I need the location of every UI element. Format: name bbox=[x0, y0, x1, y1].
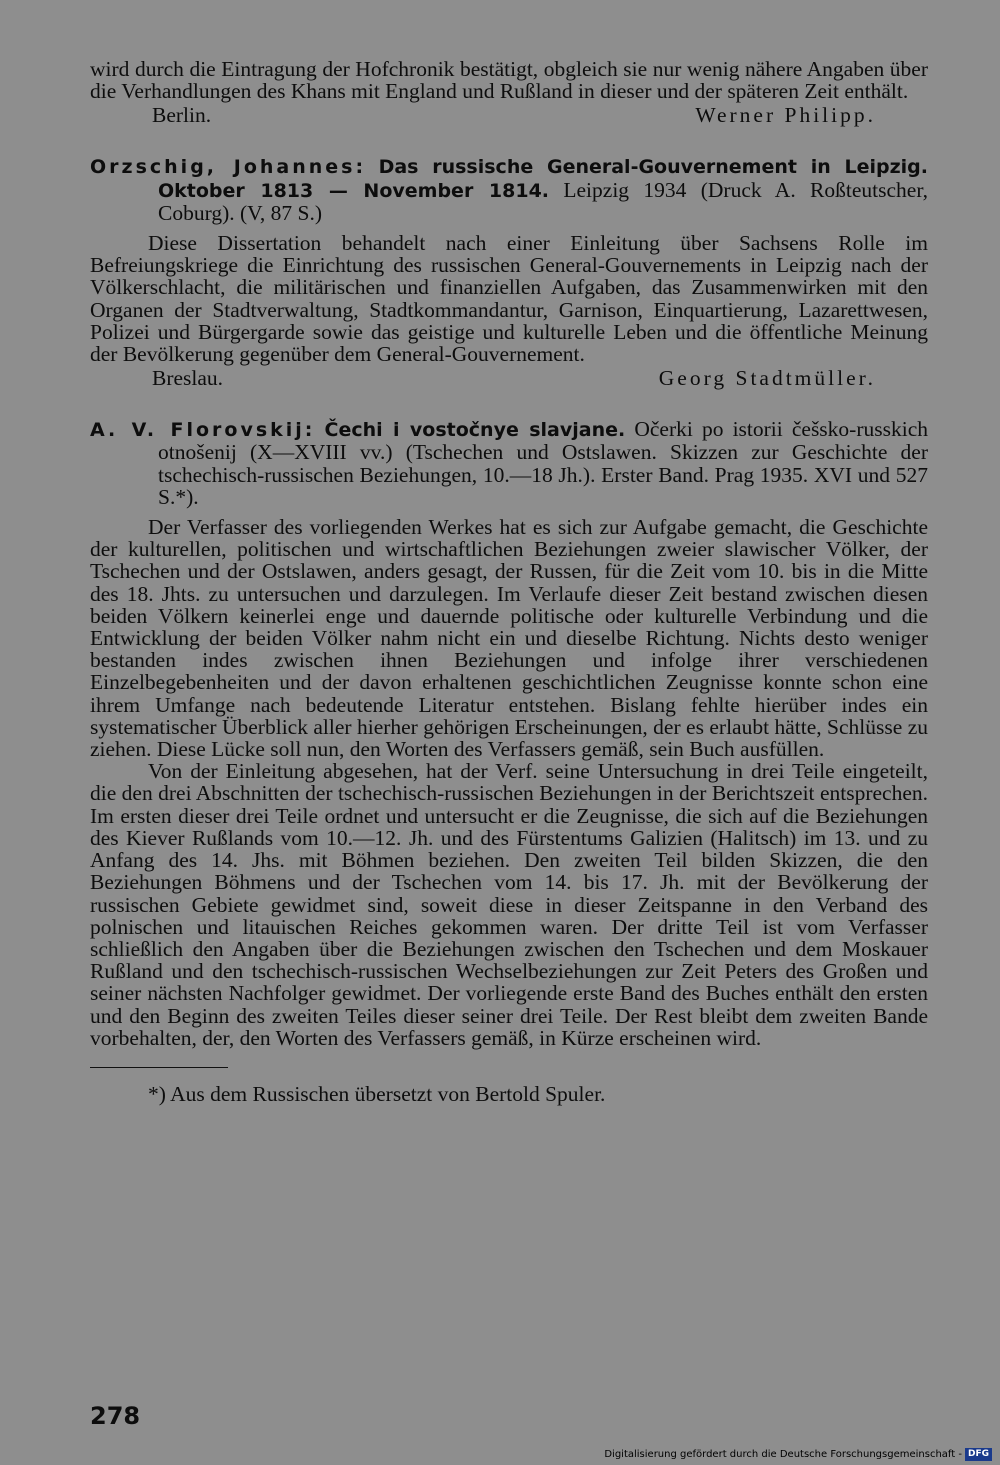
review1-place: Berlin. bbox=[152, 103, 212, 128]
review2-body: Diese Dissertation behandelt nach einer Einleitung über Sachsens Rolle im Befreiungskriege die Einrichtung des russischen General-Gouvernements in Leipzig nach der Völkerschlacht, die militärischen und finanziellen Aufgaben, das Zusammenwirken mit den Organen der Stadtverwaltung, Stadtkommandantur, Garnison, Einquartierung, Lazarettwesen, Polizei und Bürgergarde sowie das geistige und kulturelle Leben und die öffentliche Meinung der Bevölkerung gegenüber dem General-Gouvernement. bbox=[90, 231, 928, 367]
review1-reviewer: Werner Philipp. bbox=[695, 103, 876, 128]
dfg-credit bbox=[604, 1448, 992, 1461]
dfg-logo-icon: DFG bbox=[965, 1448, 992, 1461]
review2-signature bbox=[152, 367, 876, 390]
review3-paragraph-2: Von der Einleitung abgesehen, hat der Verf. seine Untersuchung in drei Teile eingeteilt, die den drei Abschnitten der tschechisch-russischen Beziehungen in der Berichtszeit entsprechen. Im ersten dieser drei Teile ordnet und untersucht er die Zeugnisse, die sich auf die Beziehungen des Kiever Rußlands vom 10.—12. Jh. und des Fürstentums Galizien (Halitsch) im 13. und zu Anfang des 14. Jhs. mit Böhmen beziehen. Den zweiten Teil bilden Skizzen, die den Beziehungen Böhmens und der Tschechen vom 14. bis 17. Jh. mit der Bevölkerung der russischen Gebiete gewidmet sind, soweit diese in dieser Zeitspanne in den Verband des polnischen und litauischen Reiches gekommen waren. Der dritte Teil ist vom Verfasser schließlich den Angaben über die Beziehungen zwischen den Tschechen und dem Moskauer Rußland und den tschechisch-russischen Wechselbeziehungen zur Zeit Peters des Großen und seiner nächsten Nachfolger gewidmet. Der vorliegende erste Band des Buches enthält den ersten und den Beginn des zweiten Teiles dieser seiner drei Teile. Der Rest bleibt dem zweiten Bande vorbehalten, der, den Worten des Verfassers gemäß, in Kürze erscheinen wird. bbox=[90, 759, 928, 1050]
review1-text: wird durch die Eintragung der Hofchronik bestätigt, obgleich sie nur wenig nähere Angaben über die Verhandlungen des Khans mit England und Rußland in dieser und der späteren Zeit enthält. bbox=[90, 57, 928, 104]
dfg-credit-text: Digitalisierung gefördert durch die Deutsche Forschungsgemeinschaft - bbox=[604, 1449, 962, 1460]
review3-publication: Očerki po istorii češsko-russkich otnošenij (X—XVIII vv.) (Tschechen und Ostslawen. Skizzen zur Geschichte der tschechisch-russischen Beziehungen, 10.—18 Jh.). Erster Band. Prag 1935. XVI und 527 S.*). bbox=[158, 417, 928, 509]
review3-title: Čechi i vostočnye slavjane. bbox=[324, 419, 626, 442]
review3-paragraph-1: Der Verfasser des vorliegenden Werkes hat es sich zur Aufgabe gemacht, die Geschichte der kulturellen, politischen und wirtschaftlichen Beziehungen zweier slawischer Völker, der Tschechen und der Ostslawen, anders gesagt, der Russen, für die Zeit vom 10. bis in die Mitte des 18. Jhts. zu untersuchen und darzulegen. Im Verlaufe dieser Zeit bestand zwischen diesen beiden Völkern keinerlei enge und dauernde politische oder kulturelle Verbindung und die Entwicklung der beiden Völker nahm nicht ein und dieselbe Richtung. Nichts desto weniger bestanden indes zwischen ihnen Beziehungen und infolge ihrer verschiedenen Einzelbegebenheiten und der davon erhaltenen geschichtlichen Zeugnisse konnte schon eine ihrem Umfange nach bedeutende Literatur entstehen. Bislang fehlte hierüber indes ein systematischer Überblick aller hierher gehörigen Erscheinungen, der es erlaubt hätte, Schlüsse zu ziehen. Diese Lücke soll nun, den Worten des Verfassers gemäß, sein Buch ausfüllen. bbox=[90, 515, 928, 762]
review2-author: Orzschig, Johannes: bbox=[90, 156, 367, 179]
review2-place: Breslau. bbox=[152, 366, 224, 391]
review3-heading bbox=[90, 418, 928, 508]
footnote: *) Aus dem Russischen übersetzt von Bertold Spuler. bbox=[148, 1081, 606, 1106]
page-number: 278 bbox=[90, 1402, 141, 1430]
review2-reviewer: Georg Stadtmüller. bbox=[658, 366, 876, 391]
footnote-rule bbox=[90, 1067, 228, 1068]
review1-signature bbox=[152, 104, 876, 127]
review2-title: Das russische General-Gouvernement in Leipzig. Oktober 1813 — November 1814. bbox=[158, 156, 928, 202]
review2-publication: Leipzig 1934 (Druck A. Roßteutscher, Coburg). (V, 87 S.) bbox=[158, 177, 929, 225]
page-body bbox=[90, 58, 928, 1106]
review3-author: A. V. Florovskij: bbox=[90, 419, 316, 442]
review2-heading bbox=[90, 155, 928, 224]
